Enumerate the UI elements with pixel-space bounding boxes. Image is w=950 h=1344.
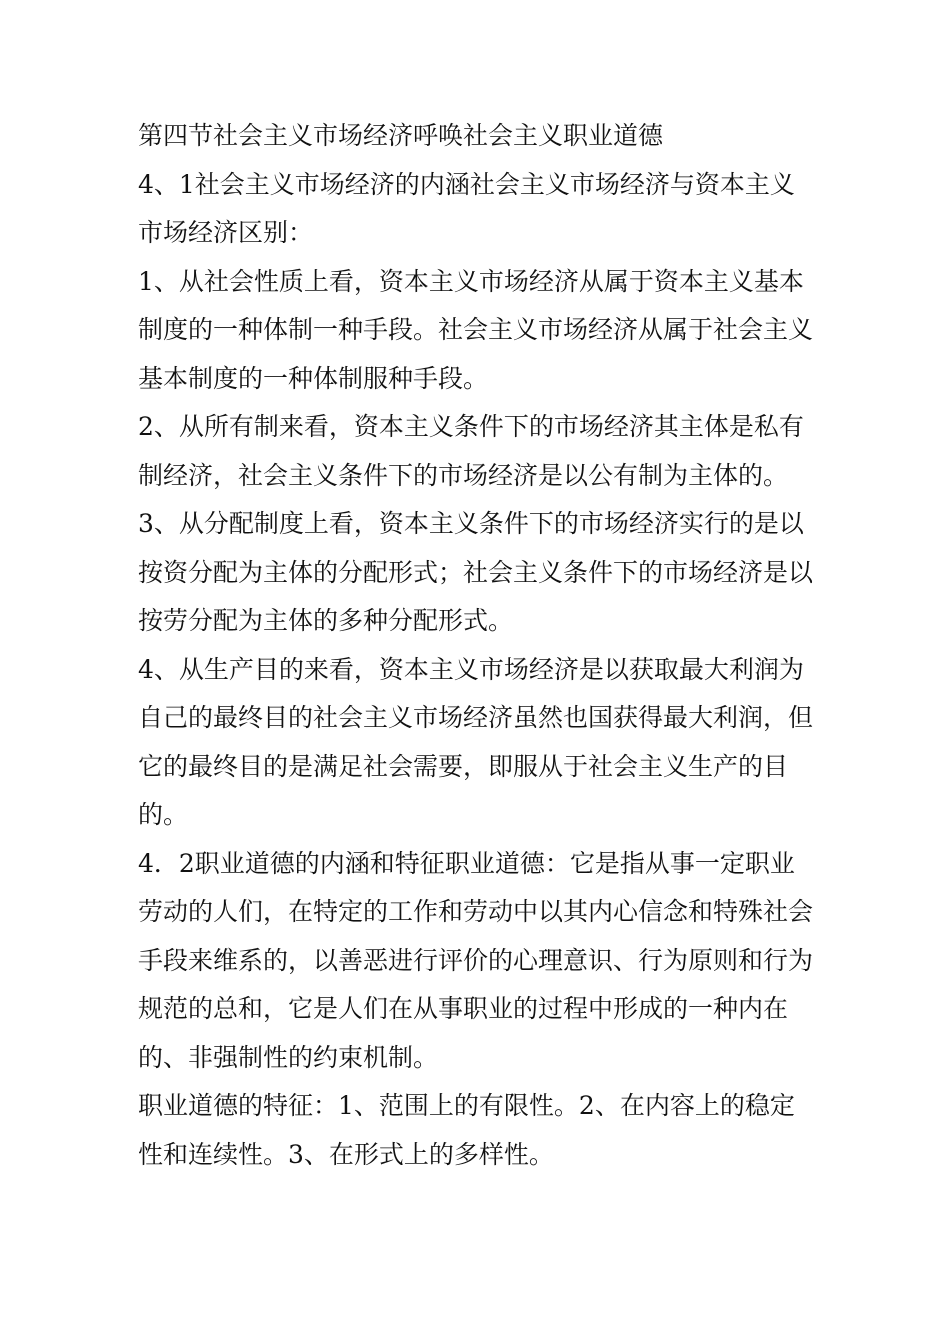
document-body <box>138 112 818 1179</box>
paragraph-point-4: 4、从生产目的来看，资本主义市场经济是以获取最大利润为自己的最终目的社会主义市场经济虽然也国获得最大利润，但它的最终目的是满足社会需要，即服从于社会主义生产的目的。 <box>138 654 814 829</box>
paragraph-point-3: 3、从分配制度上看，资本主义条件下的市场经济实行的是以按资分配为主体的分配形式；社会主义条件下的市场经济是以按劳分配为主体的多种分配形式。 <box>138 509 814 635</box>
paragraph-point-2: 2、从所有制来看，资本主义条件下的市场经济其主体是私有制经济，社会主义条件下的市场经济是以公有制为主体的。 <box>138 412 804 490</box>
paragraph-point-1: 1、从社会性质上看，资本主义市场经济从属于资本主义基本制度的一种体制一种手段。社会主义市场经济从属于社会主义基本制度的一种体制服种手段。 <box>138 266 814 393</box>
paragraph-professional-ethics: 4．2职业道德的内涵和特征职业道德：它是指从事一定职业劳动的人们，在特定的工作和劳动中以其内心信念和特殊社会手段来维系的，以善恶进行评价的心理意识、行为原则和行为规范的总和，它是人们在从事职业的过程中形成的一种内在的、非强制性的约束机制。 <box>138 848 814 1072</box>
section-heading: 第四节社会主义市场经济呼唤社会主义职业道德 <box>138 121 664 150</box>
paragraph-ethics-features: 职业道德的特征：1、范围上的有限性。2、在内容上的稳定性和连续性。3、在形式上的多样性。 <box>138 1091 795 1169</box>
paragraph-market-economy-intro: 4、1社会主义市场经济的内涵社会主义市场经济与资本主义市场经济区别： <box>138 169 795 247</box>
